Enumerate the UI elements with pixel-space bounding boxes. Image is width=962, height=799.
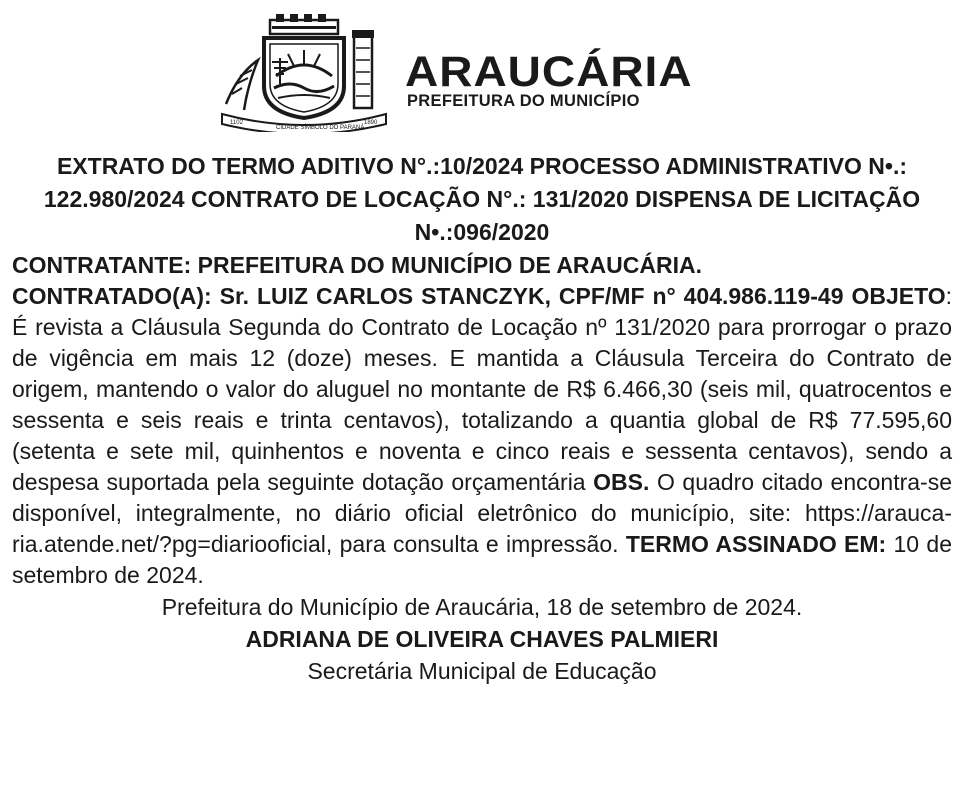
brand-name: ARAUCÁRIA bbox=[405, 47, 693, 96]
crest-motto: CIDADE SÍMBOLO DO PARANÁ bbox=[276, 125, 365, 131]
document-header bbox=[0, 0, 962, 140]
signer-name: ADRIANA DE OLIVEIRA CHAVES PALMIERI bbox=[245, 626, 719, 652]
signed-date-label: TERMO ASSINADO EM: bbox=[625, 531, 887, 557]
extract-body bbox=[12, 281, 952, 591]
municipal-brand bbox=[405, 47, 693, 110]
contratado-label: CONTRATADO(A): Sr. LUIZ CARLOS STANCZYK, CPF/MF n° 404.986.119-49 OBJETO bbox=[12, 283, 946, 309]
obs-label: OBS. bbox=[593, 469, 650, 495]
municipal-coat-of-arms-icon bbox=[218, 14, 390, 132]
extract-title: EXTRATO DO TERMO ADITIVO N°.:10/2024 PROCESSO ADMINISTRATIVO N•.: 122.980/2024 CONTRATO DE LOCAÇÃO N°.: 131/2020 DISPENSA DE LICITAÇÃO N•.:096/2020 bbox=[43, 153, 921, 245]
obs-text: O quadro citado encontra-se disponível, integralmente, no diário oficial eletrônico do município, site: https://araucaria.atende.net/?pg=diariooficial, para consulta e impressão. bbox=[12, 469, 952, 557]
crest-year-right: 1890 bbox=[364, 120, 378, 126]
place-date: Prefeitura do Município de Araucária, 18 de setembro de 2024. bbox=[161, 594, 803, 620]
brand-subtitle: PREFEITURA DO MUNICÍPIO bbox=[407, 92, 640, 110]
signer-role: Secretária Municipal de Educação bbox=[307, 658, 657, 684]
contratante-line: CONTRATANTE: PREFEITURA DO MUNICÍPIO DE ARAUCÁRIA. bbox=[12, 252, 702, 278]
objeto-text: : É revista a Cláusula Segunda do Contrato de Locação nº 131/2020 para prorrogar o prazo de vigência em mais 12 (doze) meses. E mantida a Cláusula Terceira do Contrato de origem, mantendo o valor do aluguel no montante de R$ 6.466,30 (seis mil, quatrocentos e sessenta e seis reais e trinta centavos), totalizando a quantia global de R$ 77.595,60 (setenta e sete mil, quinhentos e noventa e cinco reais e sessenta centavos), sendo a despesa suportada pela seguinte dotação orçamentária bbox=[12, 283, 952, 495]
crest-year-left: 1102 bbox=[230, 120, 243, 126]
contract-extract bbox=[12, 150, 952, 687]
signed-date-text: 10 de setembro de 2024. bbox=[12, 531, 952, 588]
